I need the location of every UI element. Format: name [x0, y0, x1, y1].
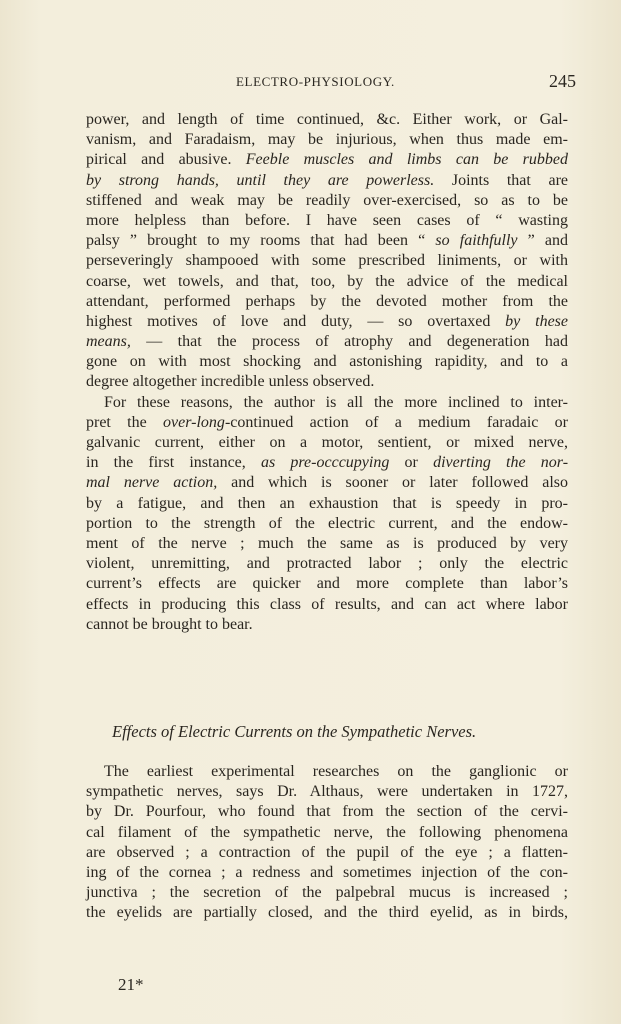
- text-line: attendant, performed perhaps by the devoted mother from the: [86, 292, 568, 310]
- text-line: more helpless than before. I have seen cases of “ wasting: [86, 211, 568, 229]
- text-line: degree altogether incredible unless observed.: [86, 373, 375, 391]
- text-line: cal filament of the sympathetic nerve, the following phenomena: [86, 823, 568, 841]
- section-heading: Effects of Electric Currents on the Sympathetic Nerves.: [112, 722, 477, 741]
- text-line: perseveringly shampooed with some prescribed liniments, or with: [86, 252, 568, 270]
- signature-mark: 21*: [118, 975, 144, 994]
- text-line: mal nerve action, and which is sooner or later followed also: [86, 474, 568, 492]
- text-line: galvanic current, either on a motor, sentient, or mixed nerve,: [86, 434, 568, 451]
- text-line: in the first instance, as pre-occcupying or diverting the nor-: [86, 454, 569, 472]
- text-line: vanism, and Faradaism, may be injurious, when thus made em-: [86, 131, 568, 149]
- text-line: means, — that the process of atrophy and degeneration had: [86, 333, 568, 351]
- text-line: cannot be brought to bear.: [86, 615, 253, 633]
- text-line: power, and length of time continued, &c. Either work, or Gal-: [86, 111, 568, 128]
- text-line: junctiva ; the secretion of the palpebral mucus is increased ;: [86, 884, 568, 902]
- text-line: palsy ” brought to my rooms that had been “ so faithfully ” and: [86, 232, 569, 250]
- text-line: pret the over-long-continued action of a medium faradaic or: [86, 413, 569, 431]
- page-header: [86, 71, 576, 96]
- text-line: coarse, wet towels, and that, too, by the advice of the medical: [86, 272, 568, 290]
- text-line: sympathetic nerves, says Dr. Althaus, were undertaken in 1727,: [86, 783, 568, 801]
- text-line: the eyelids are partially closed, and the third eyelid, as in birds,: [86, 904, 568, 922]
- text-line: The earliest experimental researches on the ganglionic or: [104, 763, 568, 780]
- text-line: highest motives of love and duty, — so overtaxed by these: [86, 312, 568, 330]
- text-line: by strong hands, until they are powerless. Joints that are: [86, 171, 568, 189]
- section-text: [86, 762, 568, 924]
- text-line: are observed ; a contraction of the pupil of the eye ; a flatten-: [86, 843, 568, 861]
- text-line: portion to the strength of the electric current, and the endow-: [86, 514, 568, 532]
- text-line: pirical and abusive. Feeble muscles and limbs can be rubbed: [86, 151, 568, 169]
- text-line: current’s effects are quicker and more complete than labor’s: [86, 575, 568, 593]
- main-text: [86, 110, 568, 635]
- page-number: 245: [549, 71, 576, 91]
- text-line: stiffened and weak may be readily over-exercised, so as to be: [86, 191, 568, 209]
- text-line: For these reasons, the author is all the more inclined to inter-: [104, 393, 568, 411]
- text-line: by a fatigue, and then an exhaustion that is speedy in pro-: [86, 494, 568, 512]
- running-title: ELECTRO-PHYSIOLOGY.: [236, 74, 395, 89]
- text-line: gone on with most shocking and astonishing rapidity, and to a: [86, 353, 568, 371]
- text-line: ing of the cornea ; a redness and sometimes injection of the con-: [86, 863, 568, 881]
- text-line: violent, unremitting, and protracted labor ; only the electric: [86, 555, 568, 573]
- text-line: effects in producing this class of results, and can act where labor: [86, 595, 568, 613]
- text-line: ment of the nerve ; much the same as is produced by very: [86, 534, 568, 552]
- text-line: by Dr. Pourfour, who found that from the section of the cervi-: [86, 803, 568, 821]
